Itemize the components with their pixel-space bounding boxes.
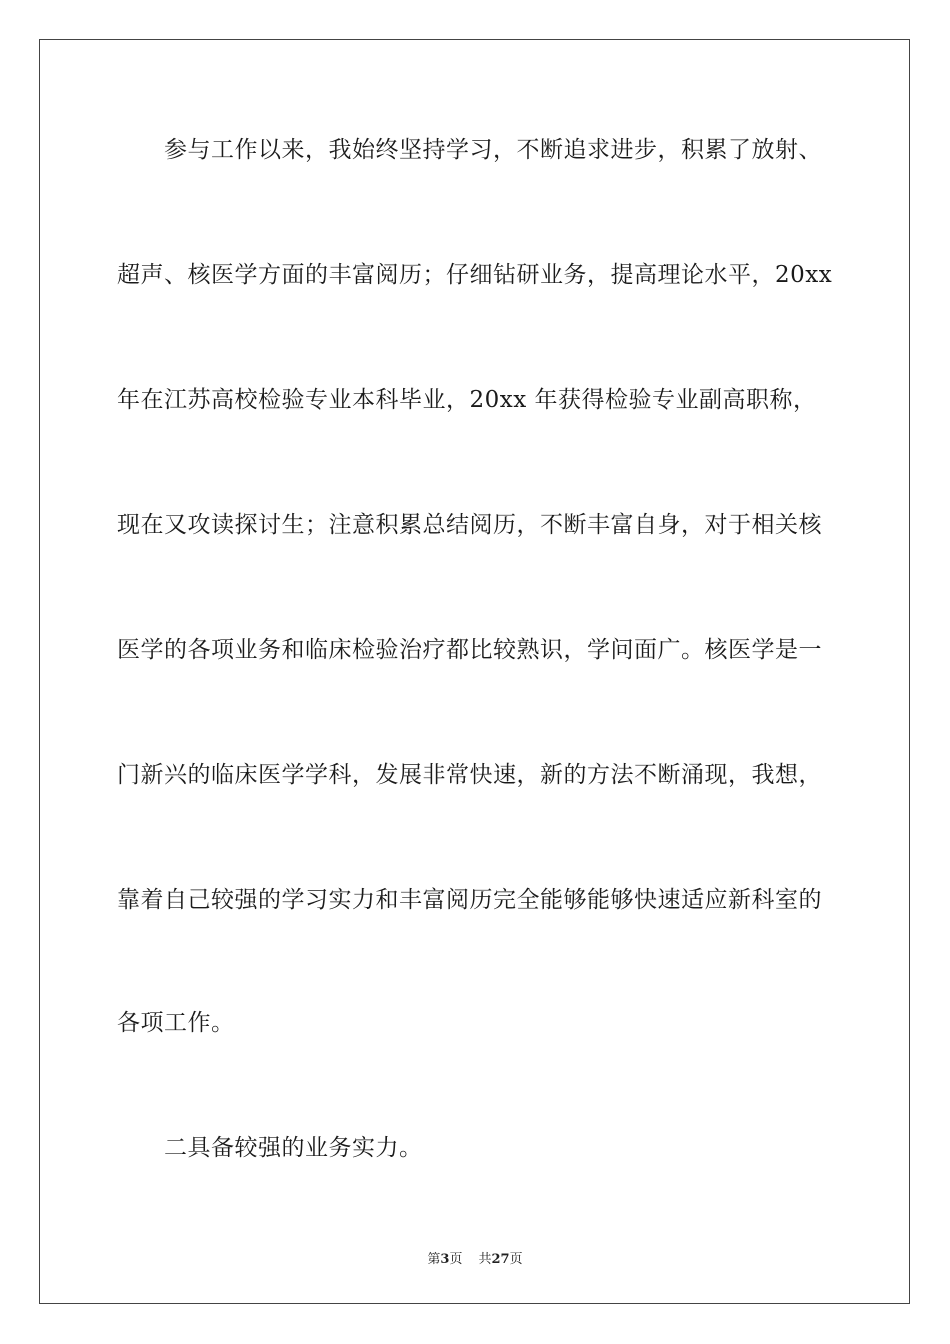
total-pages: 27 (491, 1252, 510, 1267)
total-prefix: 共 (478, 1252, 492, 1267)
page-number: 3 (440, 1252, 450, 1267)
paragraph-line-7: 靠着自己较强的学习实力和丰富阅历完全能够能够快速适应新科室的 (117, 887, 822, 913)
paragraph-line-2: 超声、核医学方面的丰富阅历；仔细钻研业务，提高理论水平，20xx (117, 262, 833, 288)
page-footer (0, 1248, 950, 1267)
page-suffix: 页 (449, 1252, 463, 1267)
paragraph-line-6: 门新兴的临床医学学科，发展非常快速，新的方法不断涌现，我想， (117, 762, 822, 788)
paragraph-line-1: 参与工作以来，我始终坚持学习，不断追求进步，积累了放射、 (164, 137, 822, 163)
page-prefix: 第 (427, 1252, 441, 1267)
paragraph-line-5: 医学的各项业务和临床检验治疗都比较熟识，学问面广。核医学是一 (117, 637, 822, 663)
page-border (39, 39, 910, 1304)
total-suffix: 页 (509, 1252, 523, 1267)
paragraph-line-3: 年在江苏高校检验专业本科毕业，20xx 年获得检验专业副高职称， (117, 387, 817, 413)
paragraph-line-8: 各项工作。 (117, 1010, 235, 1036)
section-heading: 二具备较强的业务实力。 (164, 1135, 423, 1161)
paragraph-line-4: 现在又攻读探讨生；注意积累总结阅历，不断丰富自身，对于相关核 (117, 512, 822, 538)
